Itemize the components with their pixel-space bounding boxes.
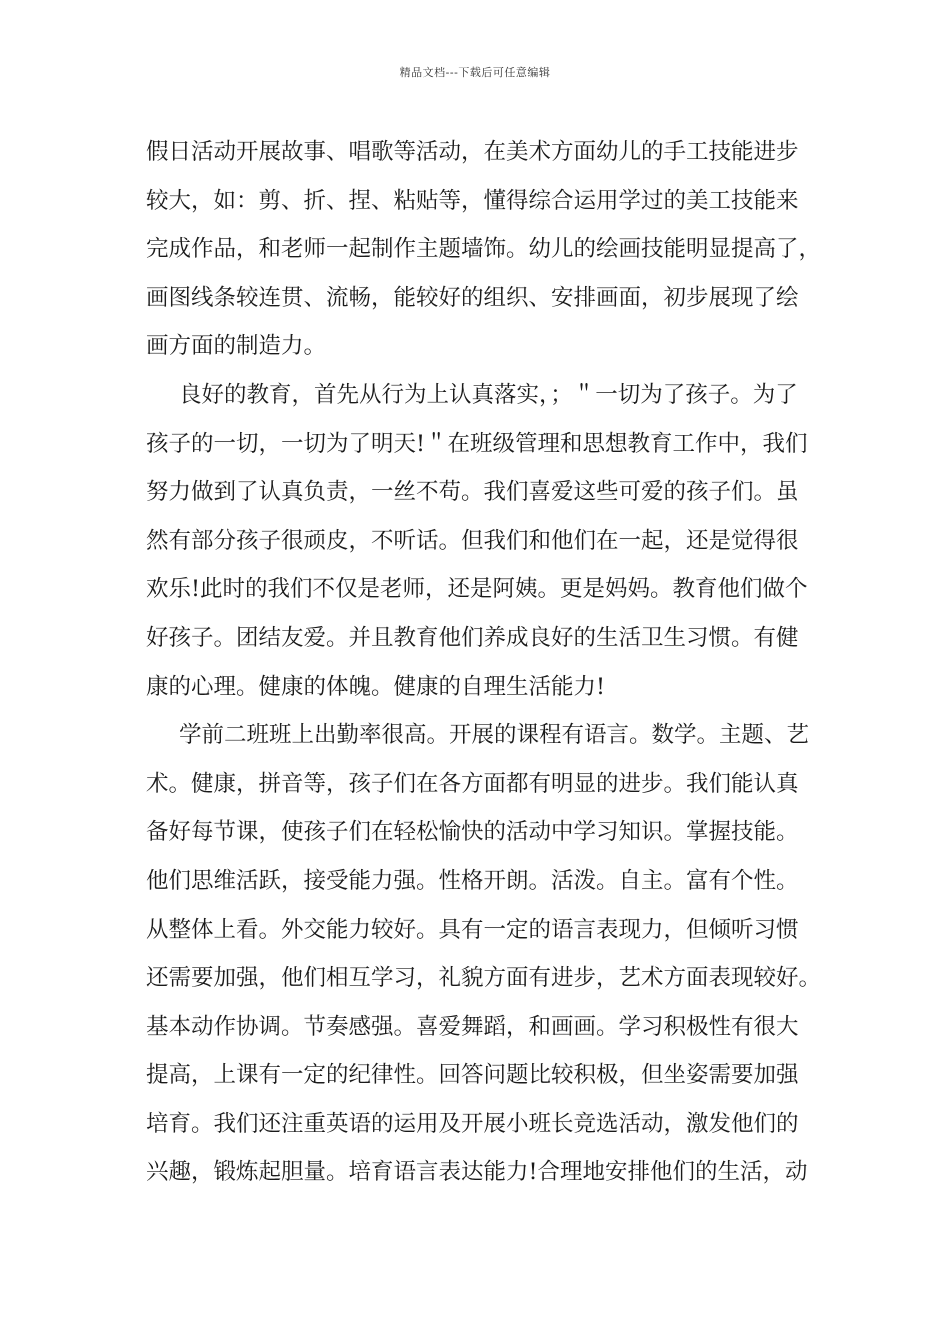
text-line: 好孩子。团结友爱。并且教育他们养成良好的生活卫生习惯。有健 (146, 624, 799, 651)
text-line: 还需要加强，他们相互学习，礼貌方面有进步，艺术方面表现较好。 (146, 965, 822, 992)
paragraph-first-line: 学前二班班上出勤率很高。开展的课程有语言。数学。主题、艺 (179, 722, 810, 749)
text-line: 努力做到了认真负责，一丝不苟。我们喜爱这些可爱的孩子们。虽 (146, 479, 799, 506)
page-header: 精品文档---下载后可任意编辑 (399, 66, 551, 79)
text-line: 画图线条较连贯、流畅，能较好的组织、安排画面，初步展现了绘 (146, 284, 799, 311)
text-line: 假日活动开展故事、唱歌等活动，在美术方面幼儿的手工技能进步 (146, 139, 799, 165)
text-line: 画方面的制造力。 (146, 333, 327, 360)
text-line: 欢乐!此时的我们不仅是老师，还是阿姨。更是妈妈。教育他们做个 (146, 576, 808, 603)
text-line: 兴趣，锻炼起胆量。培育语言表达能力!合理地安排他们的生活，动 (146, 1159, 808, 1186)
text-line: 提高，上课有一定的纪律性。回答问题比较积极，但坐姿需要加强 (146, 1062, 799, 1089)
text-line: 备好每节课，使孩子们在轻松愉快的活动中学习知识。掌握技能。 (146, 819, 799, 846)
text-line: 孩子的一切，一切为了明天!＂在班级管理和思想教育工作中，我们 (146, 430, 808, 457)
text-line: 他们思维活跃，接受能力强。性格开朗。活泼。自主。富有个性。 (146, 867, 799, 894)
text-line: 从整体上看。外交能力较好。具有一定的语言表现力，但倾听习惯 (146, 916, 799, 943)
text-line: 然有部分孩子很顽皮，不听话。但我们和他们在一起，还是觉得很 (146, 527, 799, 554)
text-line: 术。健康，拼音等，孩子们在各方面都有明显的进步。我们能认真 (146, 770, 799, 797)
paragraph-first-line: 良好的教育，首先从行为上认真落实，；＂一切为了孩子。为了 (179, 381, 798, 408)
text-line: 较大，如：剪、折、捏、粘贴等，懂得综合运用学过的美工技能来 (146, 187, 799, 214)
text-line: 完成作品，和老师一起制作主题墙饰。幼儿的绘画技能明显提高了， (146, 236, 822, 263)
text-line: 康的心理。健康的体魄。健康的自理生活能力! (146, 673, 606, 700)
body-text (146, 128, 826, 1197)
text-line: 基本动作协调。节奏感强。喜爱舞蹈，和画画。学习积极性有很大 (146, 1013, 799, 1040)
text-line: 培育。我们还注重英语的运用及开展小班长竞选活动，激发他们的 (146, 1110, 799, 1137)
